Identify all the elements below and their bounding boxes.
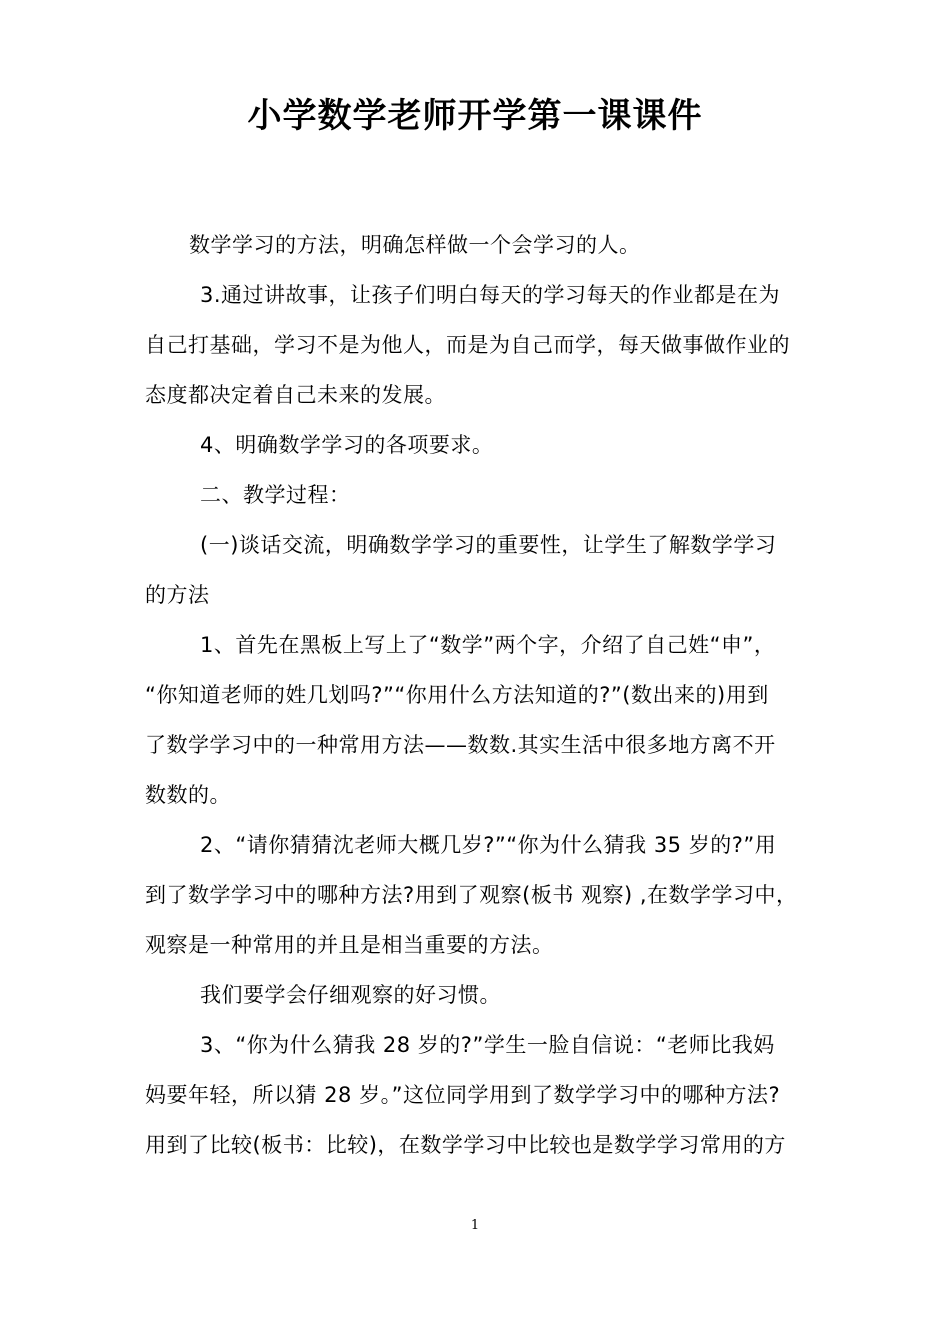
text-line: (一)谈话交流，明确数学学习的重要性，让学生了解数学学习 (200, 533, 777, 557)
paragraph-3 (145, 420, 810, 470)
text-line: 观察是一种常用的并且是相当重要的方法。 (145, 933, 554, 957)
paragraph-7 (145, 820, 810, 970)
text-line: “你知道老师的姓几划吗?”“你用什么方法知道的?”(数出来的)用到 (145, 683, 769, 707)
paragraph-8 (145, 970, 810, 1020)
text-line: 自己打基础，学习不是为他人，而是为自己而学，每天做事做作业的 (145, 333, 790, 357)
text-line: 4、明确数学学习的各项要求。 (200, 433, 494, 457)
paragraph-1 (145, 220, 810, 270)
paragraph-6 (145, 620, 810, 820)
text-line: 二、教学过程： (200, 483, 351, 507)
text-line: 3、“你为什么猜我 28 岁的?”学生一脸自信说：“老师比我妈 (200, 1033, 775, 1057)
text-line: 数数的。 (145, 783, 231, 807)
text-line: 2、“请你猜猜沈老师大概几岁?”“你为什么猜我 35 岁的?”用 (200, 833, 777, 857)
text-line: 1、首先在黑板上写上了“数学”两个字，介绍了自己姓“申”， (200, 633, 776, 657)
text-line: 态度都决定着自己未来的发展。 (145, 383, 446, 407)
paragraph-2 (145, 270, 810, 420)
document-body (145, 220, 810, 1170)
text-line: 3.通过讲故事，让孩子们明白每天的学习每天的作业都是在为 (200, 283, 781, 307)
text-line: 用到了比较(板书：比较)，在数学学习中比较也是数学学习常用的方 (145, 1133, 786, 1157)
text-line: 我们要学会仔细观察的好习惯。 (200, 983, 501, 1007)
document-title: 小学数学老师开学第一课课件 (247, 96, 703, 136)
paragraph-5 (145, 520, 810, 620)
paragraph-4 (145, 470, 810, 520)
text-line: 的方法 (145, 583, 210, 607)
text-line: 了数学学习中的一种常用方法——数数.其实生活中很多地方离不开 (145, 733, 776, 757)
text-line: 妈要年轻，所以猜 28 岁。”这位同学用到了数学学习中的哪种方法? (145, 1083, 781, 1107)
page-number: 1 (470, 1218, 480, 1233)
text-line: 到了数学学习中的哪种方法?用到了观察(板书 观察) ,在数学学习中， (145, 883, 798, 907)
paragraph-9 (145, 1020, 810, 1170)
text-line: 数学学习的方法，明确怎样做一个会学习的人。 (189, 233, 641, 257)
